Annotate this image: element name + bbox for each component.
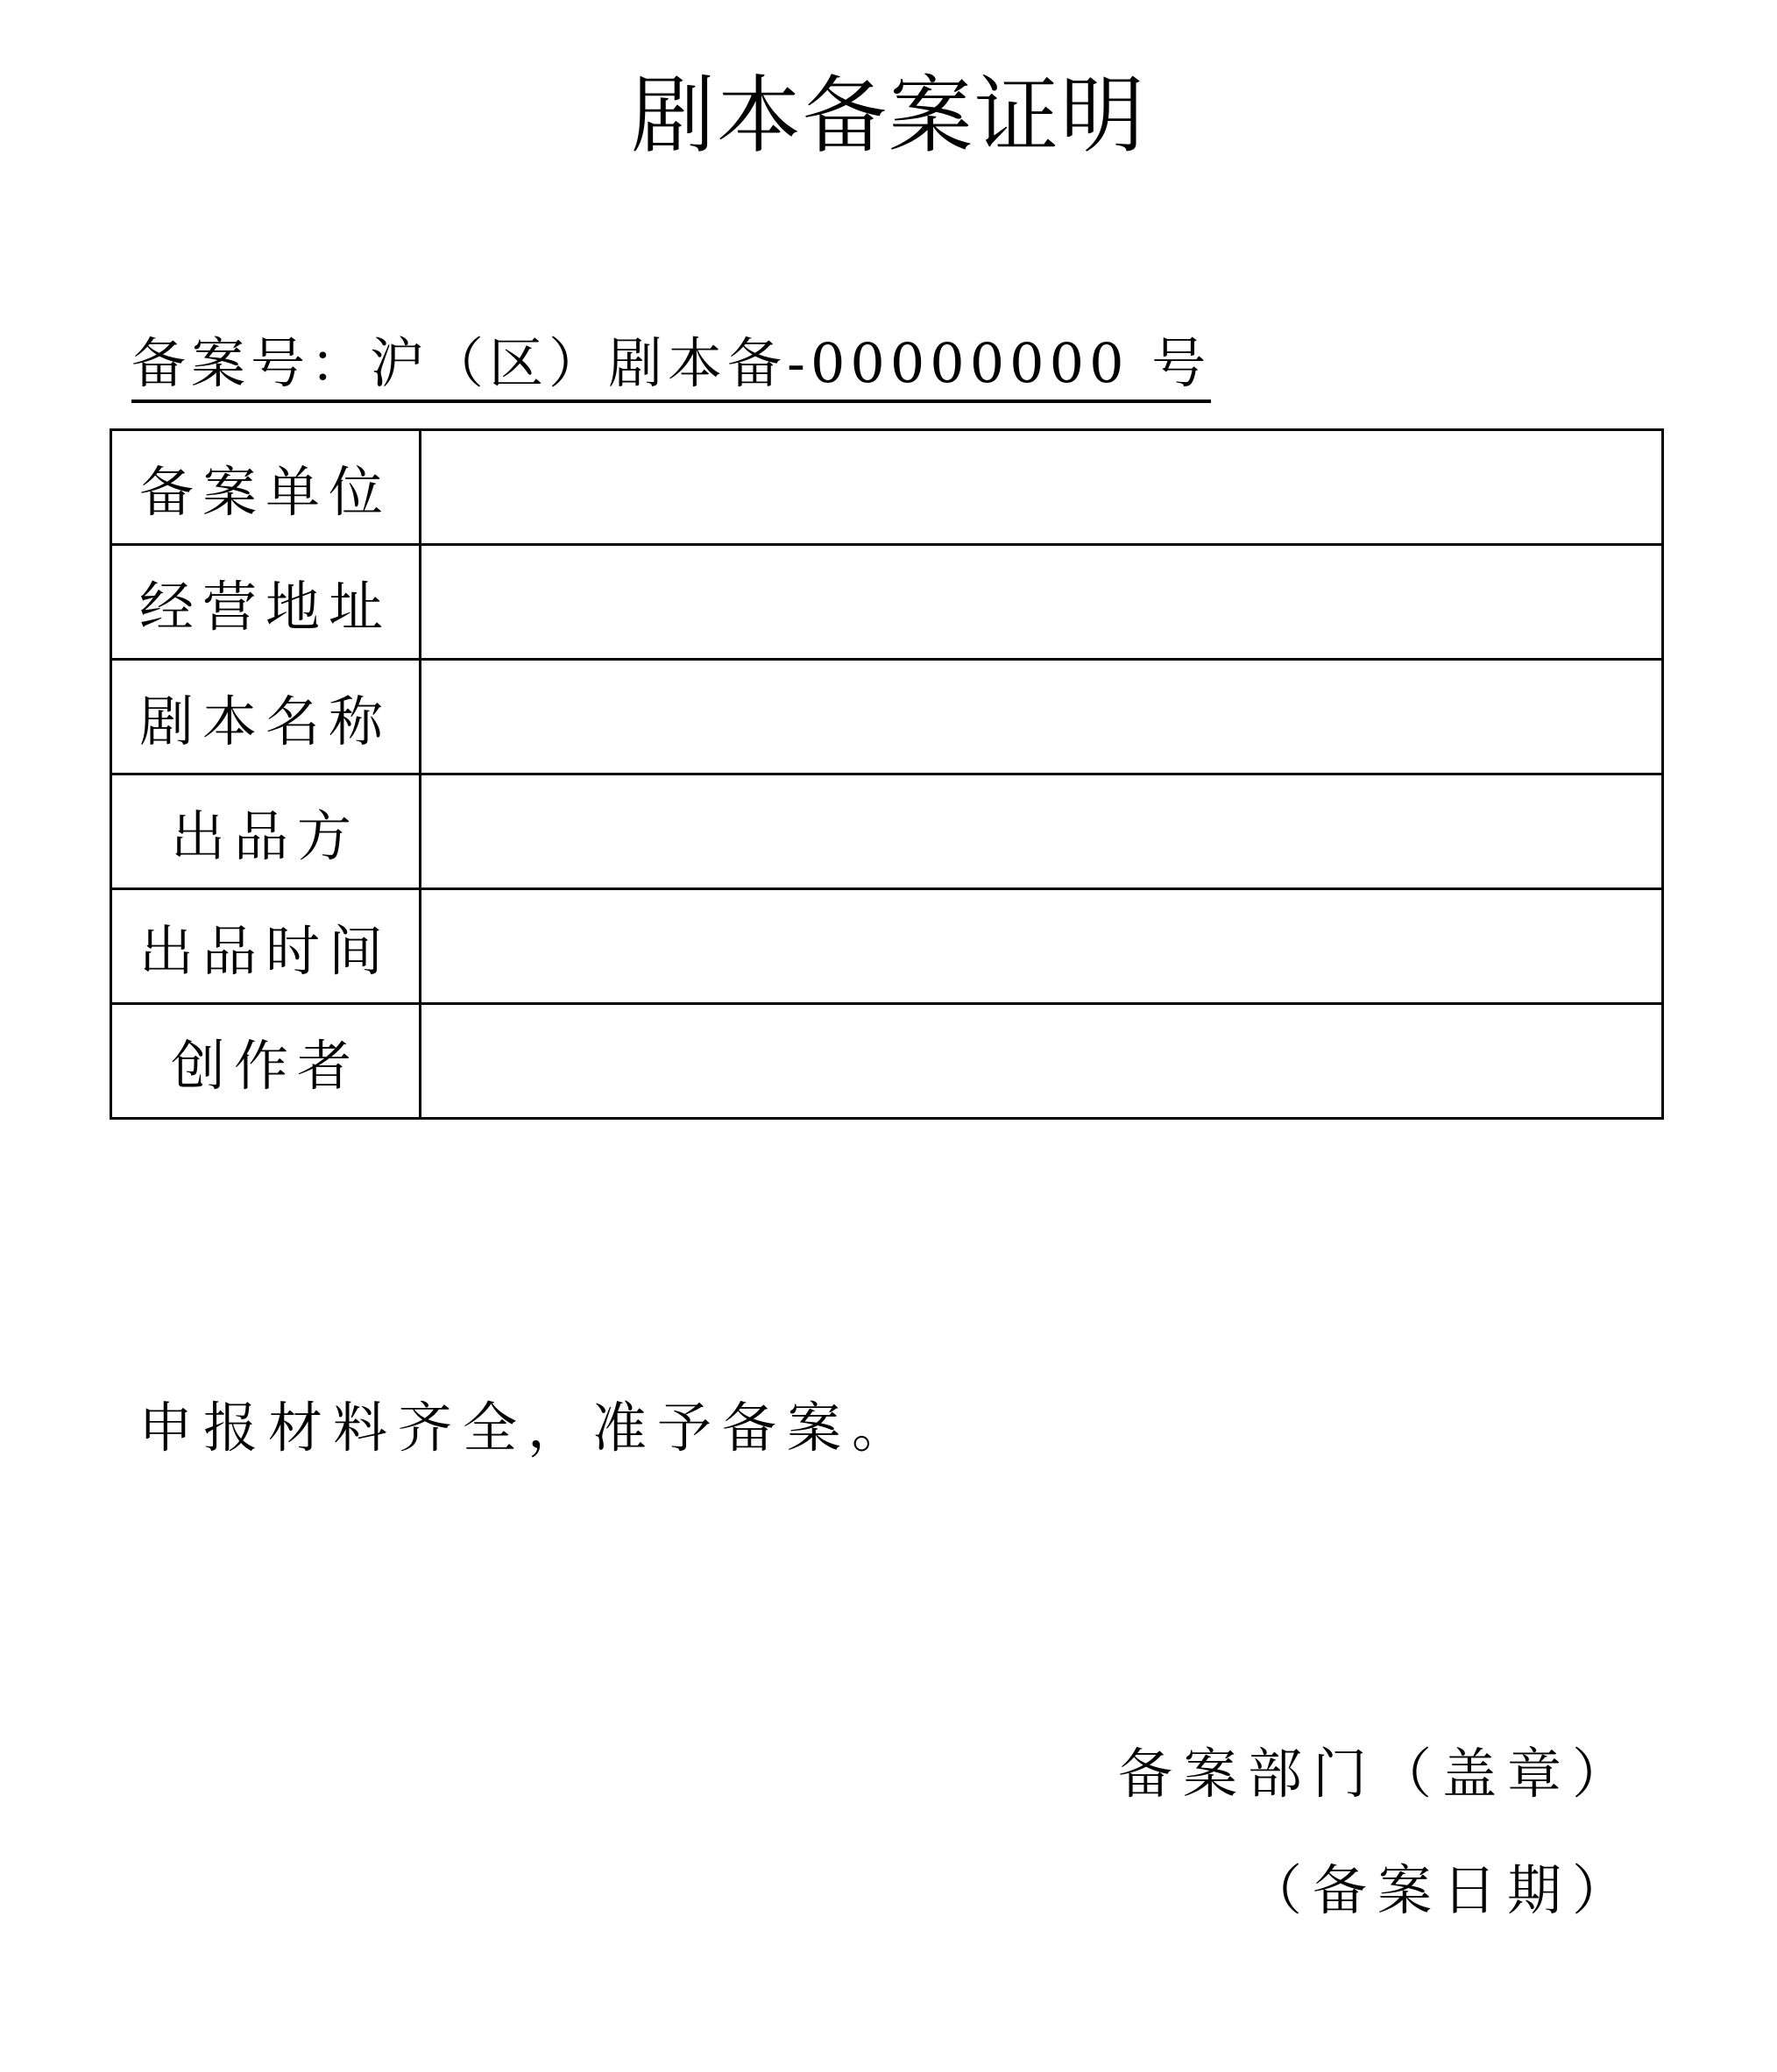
table-row [111,774,1663,889]
field-label-producer: 出品方 [111,774,421,889]
field-label-creator: 创作者 [111,1004,421,1119]
field-label-production-time: 出品时间 [111,889,421,1004]
table-row [111,660,1663,774]
field-label-business-address: 经营地址 [111,545,421,660]
record-number: 备案号：沪（区）剧本备-00000000 号 [131,331,1211,403]
table-row [111,889,1663,1004]
field-label-script-name: 剧本名称 [111,660,421,774]
approval-statement: 申报材料齐全，准予备案。 [138,1396,917,1460]
field-value-script-name [421,660,1663,774]
field-value-creator [421,1004,1663,1119]
table-row [111,1004,1663,1119]
field-label-filing-unit: 备案单位 [111,430,421,545]
field-value-producer [421,774,1663,889]
table-row [111,545,1663,660]
info-table [110,428,1664,1120]
field-value-business-address [421,545,1663,660]
table-row [111,430,1663,545]
field-value-production-time [421,889,1663,1004]
document-title: 剧本备案证明 [631,67,1146,165]
department-stamp: 备案部门（盖章） [1117,1742,1637,1806]
field-value-filing-unit [421,430,1663,545]
record-date: （备案日期） [1247,1858,1637,1922]
